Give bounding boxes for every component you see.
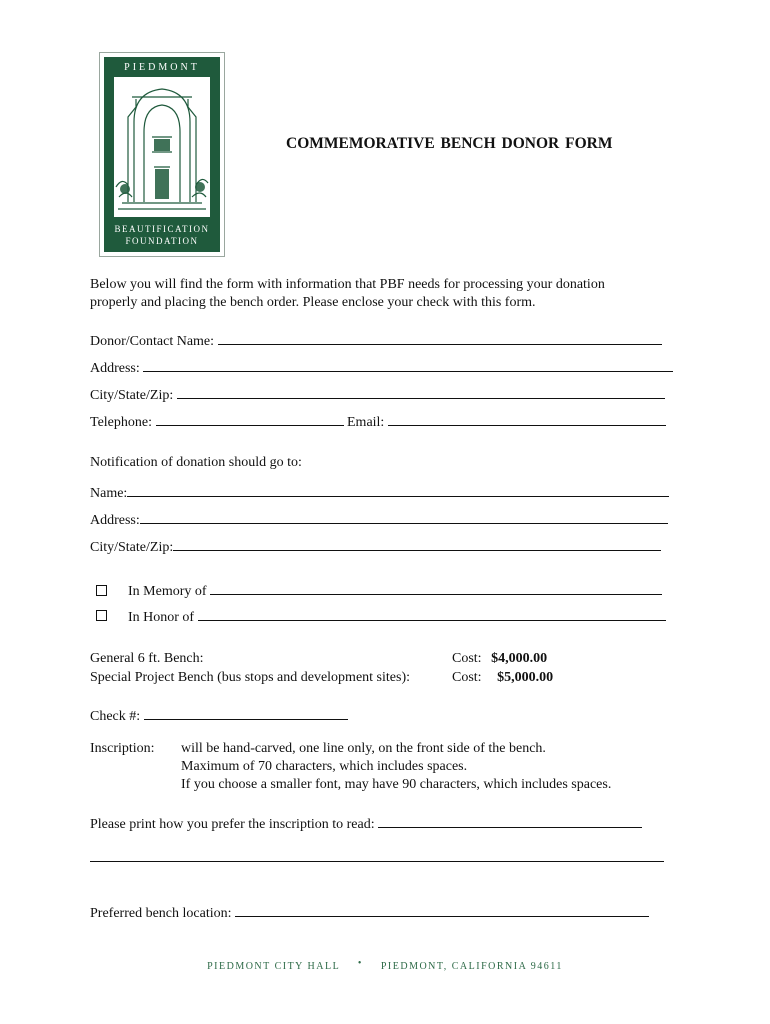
notification-heading: Notification of donation should go to: xyxy=(90,455,302,470)
logo-foundation: FOUNDATION xyxy=(125,236,199,246)
footer-left: PIEDMONT CITY HALL xyxy=(207,961,340,972)
donor-city-row xyxy=(90,384,665,404)
in-memory-field[interactable] xyxy=(210,580,662,595)
donor-name-row xyxy=(90,330,662,350)
notify-address-field[interactable] xyxy=(140,509,668,524)
print-prompt-row xyxy=(90,813,642,833)
general-cost-row xyxy=(452,651,547,667)
donor-contact-row xyxy=(90,411,666,431)
notify-name-label: Name: xyxy=(90,486,128,501)
print-prompt-label: Please print how you prefer the inscription to read: xyxy=(90,817,375,832)
telephone-field[interactable] xyxy=(156,411,344,426)
telephone-label: Telephone: xyxy=(90,415,152,430)
check-label: Check #: xyxy=(90,709,141,724)
location-row xyxy=(90,902,649,922)
logo-beautification: BEAUTIFICATION xyxy=(114,224,210,234)
intro-line-2: properly and placing the bench order. Please enclose your check with this form. xyxy=(90,295,536,310)
inscription-line-1: will be hand-carved, one line only, on the front side of the bench. xyxy=(181,741,546,756)
notify-name-field[interactable] xyxy=(127,482,669,497)
notify-address-label: Address: xyxy=(90,513,140,528)
check-row xyxy=(90,705,348,725)
location-field[interactable] xyxy=(235,902,649,917)
notify-city-field[interactable] xyxy=(173,536,661,551)
footer-separator: • xyxy=(357,958,363,969)
donor-name-label: Donor/Contact Name: xyxy=(90,334,215,349)
form-title: COMMEMORATIVE BENCH DONOR FORM xyxy=(286,135,613,152)
inscription-label: Inscription: xyxy=(90,741,155,756)
donor-address-row xyxy=(90,357,673,377)
in-memory-row xyxy=(128,580,662,600)
in-memory-label: In Memory of xyxy=(128,584,207,599)
in-honor-label: In Honor of xyxy=(128,610,195,625)
general-cost-value: $4,000.00 xyxy=(491,651,548,666)
donor-address-label: Address: xyxy=(90,361,140,376)
special-bench-label: Special Project Bench (bus stops and development sites): xyxy=(90,670,410,685)
arch-drawing-icon xyxy=(114,77,210,217)
email-field[interactable] xyxy=(388,411,666,426)
inscription-text-field[interactable] xyxy=(378,813,642,828)
intro-line-1: Below you will find the form with information that PBF needs for processing your donation xyxy=(90,277,605,292)
in-honor-row xyxy=(128,606,666,626)
special-cost-row xyxy=(452,670,553,686)
inscription-extra-line[interactable] xyxy=(90,849,664,862)
in-memory-checkbox[interactable] xyxy=(96,585,107,596)
location-label: Preferred bench location: xyxy=(90,906,232,921)
special-cost-value: $5,000.00 xyxy=(497,670,554,685)
donor-city-label: City/State/Zip: xyxy=(90,388,174,403)
footer-address xyxy=(0,958,770,972)
in-honor-field[interactable] xyxy=(198,606,666,621)
notify-city-row xyxy=(90,536,661,556)
notify-name-row xyxy=(90,482,669,502)
logo-bottom-text xyxy=(104,223,220,247)
email-label: Email: xyxy=(347,415,385,430)
inscription-line-3: If you choose a smaller font, may have 90 characters, which includes spaces. xyxy=(181,777,612,792)
notify-address-row xyxy=(90,509,668,529)
special-cost-label: Cost: xyxy=(452,670,482,685)
donor-name-field[interactable] xyxy=(218,330,662,345)
logo-top-text: PIEDMONT xyxy=(124,62,200,73)
foundation-logo xyxy=(99,52,225,257)
city-hall-illustration xyxy=(114,77,210,217)
notify-city-label: City/State/Zip: xyxy=(90,540,174,555)
footer-right: PIEDMONT, CALIFORNIA 94611 xyxy=(380,961,563,972)
general-cost-label: Cost: xyxy=(452,651,482,666)
donor-city-field[interactable] xyxy=(177,384,665,399)
donor-address-field[interactable] xyxy=(143,357,673,372)
general-bench-label: General 6 ft. Bench: xyxy=(90,651,204,666)
inscription-line-2: Maximum of 70 characters, which includes spaces. xyxy=(181,759,468,774)
in-honor-checkbox[interactable] xyxy=(96,610,107,621)
check-number-field[interactable] xyxy=(144,705,348,720)
logo-panel xyxy=(104,57,220,252)
